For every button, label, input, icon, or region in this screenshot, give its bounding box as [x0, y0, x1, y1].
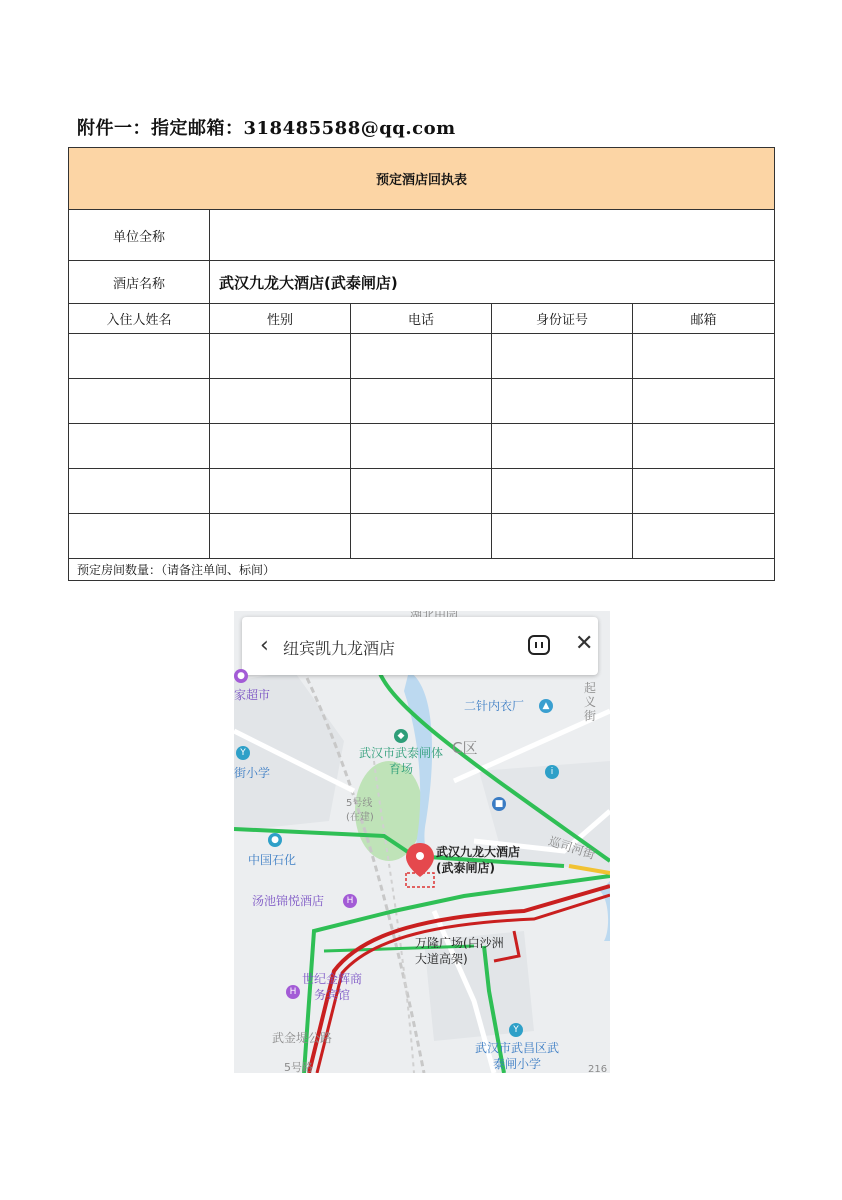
map-label-road-qiyi: 起义街 [584, 681, 597, 723]
map-label-factory: 二针内衣厂 [464, 699, 525, 713]
map-label-tangchi: 汤池锦悦酒店 [252, 894, 325, 908]
table-cell[interactable] [633, 514, 775, 559]
table-cell[interactable] [69, 469, 210, 514]
school-icon: Y [236, 746, 250, 760]
table-row [69, 514, 775, 559]
table-row [69, 469, 775, 514]
gas-station-icon: ● [268, 833, 282, 847]
table-cell[interactable] [69, 514, 210, 559]
table-row [69, 334, 775, 379]
table-cell[interactable] [351, 469, 492, 514]
map-label-number: 216 [588, 1064, 608, 1073]
table-cell[interactable] [633, 424, 775, 469]
table-cell[interactable] [351, 379, 492, 424]
factory-icon: ▲ [539, 699, 553, 713]
table-cell[interactable] [210, 469, 351, 514]
table-cell[interactable] [633, 334, 775, 379]
map-label-wuchang-school: 武汉市武昌区武泰闸小学 [474, 1041, 559, 1071]
column-header-phone: 电话 [351, 304, 492, 334]
form-title: 预定酒店回执表 [69, 148, 775, 210]
table-cell[interactable] [492, 334, 633, 379]
map-label-school-left: 街小学 [234, 766, 271, 780]
table-cell[interactable] [633, 379, 775, 424]
table-cell[interactable] [492, 424, 633, 469]
school-icon: Y [509, 1023, 523, 1037]
map-label-zone-c: C区 [452, 739, 478, 757]
column-header-email: 邮箱 [633, 304, 775, 334]
map-label-xunsi: 巡司河街 [546, 833, 597, 863]
hotel-label: 酒店名称 [69, 261, 210, 304]
hotel-name-value: 武汉九龙大酒店(武泰闸店) [210, 261, 775, 304]
map-label-wujin: 武金堤公路 [272, 1031, 333, 1045]
table-cell[interactable] [351, 424, 492, 469]
table-cell[interactable] [69, 334, 210, 379]
table-cell[interactable] [492, 379, 633, 424]
map-label-wanlong: 万隆广场(白沙洲大道高架) [415, 936, 504, 966]
map-search-bar[interactable] [242, 617, 598, 675]
table-cell[interactable] [492, 469, 633, 514]
table-cell[interactable] [351, 514, 492, 559]
table-row [69, 424, 775, 469]
bus-icon: ■ [492, 797, 506, 811]
column-header-id-number: 身份证号 [492, 304, 633, 334]
map-label-sinopec: 中国石化 [248, 853, 297, 867]
hotel-icon: H [343, 894, 357, 908]
booking-form-table [68, 147, 775, 581]
map-label-stadium: 武汉市武泰闸体育场 [358, 746, 443, 776]
map-screenshot[interactable] [234, 611, 610, 1073]
map-label-metro: 5号线(在建) [346, 798, 374, 823]
column-header-gender: 性别 [210, 304, 351, 334]
room-count-note: 预定房间数量：（请备注单间、标间） [69, 559, 775, 581]
restroom-icon: i [545, 765, 559, 779]
table-cell[interactable] [633, 469, 775, 514]
table-row [69, 379, 775, 424]
map-search-text[interactable]: 纽宾凯九龙酒店 [283, 639, 396, 658]
map-label-shiji: 世纪金辉商务宾馆 [301, 972, 362, 1002]
subway-icon[interactable] [528, 635, 550, 655]
map-label-hotel[interactable]: 武汉九龙大酒店(武泰闸店) [436, 845, 521, 875]
hotel-icon: H [286, 985, 300, 999]
back-icon[interactable]: ‹ [260, 633, 269, 658]
table-cell[interactable] [210, 514, 351, 559]
stadium-icon: ◆ [394, 729, 408, 743]
table-cell[interactable] [210, 334, 351, 379]
shop-icon: ● [234, 669, 248, 683]
table-cell[interactable] [210, 424, 351, 469]
close-icon[interactable]: ✕ [575, 631, 594, 656]
unit-field[interactable] [210, 210, 775, 261]
map-label-road-5: 5号路 [284, 1061, 313, 1073]
table-cell[interactable] [351, 334, 492, 379]
column-header-guest-name: 入住人姓名 [69, 304, 210, 334]
attachment-heading: 附件一：指定邮箱：318485588@qq.com [77, 118, 456, 139]
table-cell[interactable] [492, 514, 633, 559]
table-cell[interactable] [210, 379, 351, 424]
unit-label: 单位全称 [69, 210, 210, 261]
table-cell[interactable] [69, 379, 210, 424]
table-cell[interactable] [69, 424, 210, 469]
map-label-supermarket: 家超市 [234, 688, 271, 702]
